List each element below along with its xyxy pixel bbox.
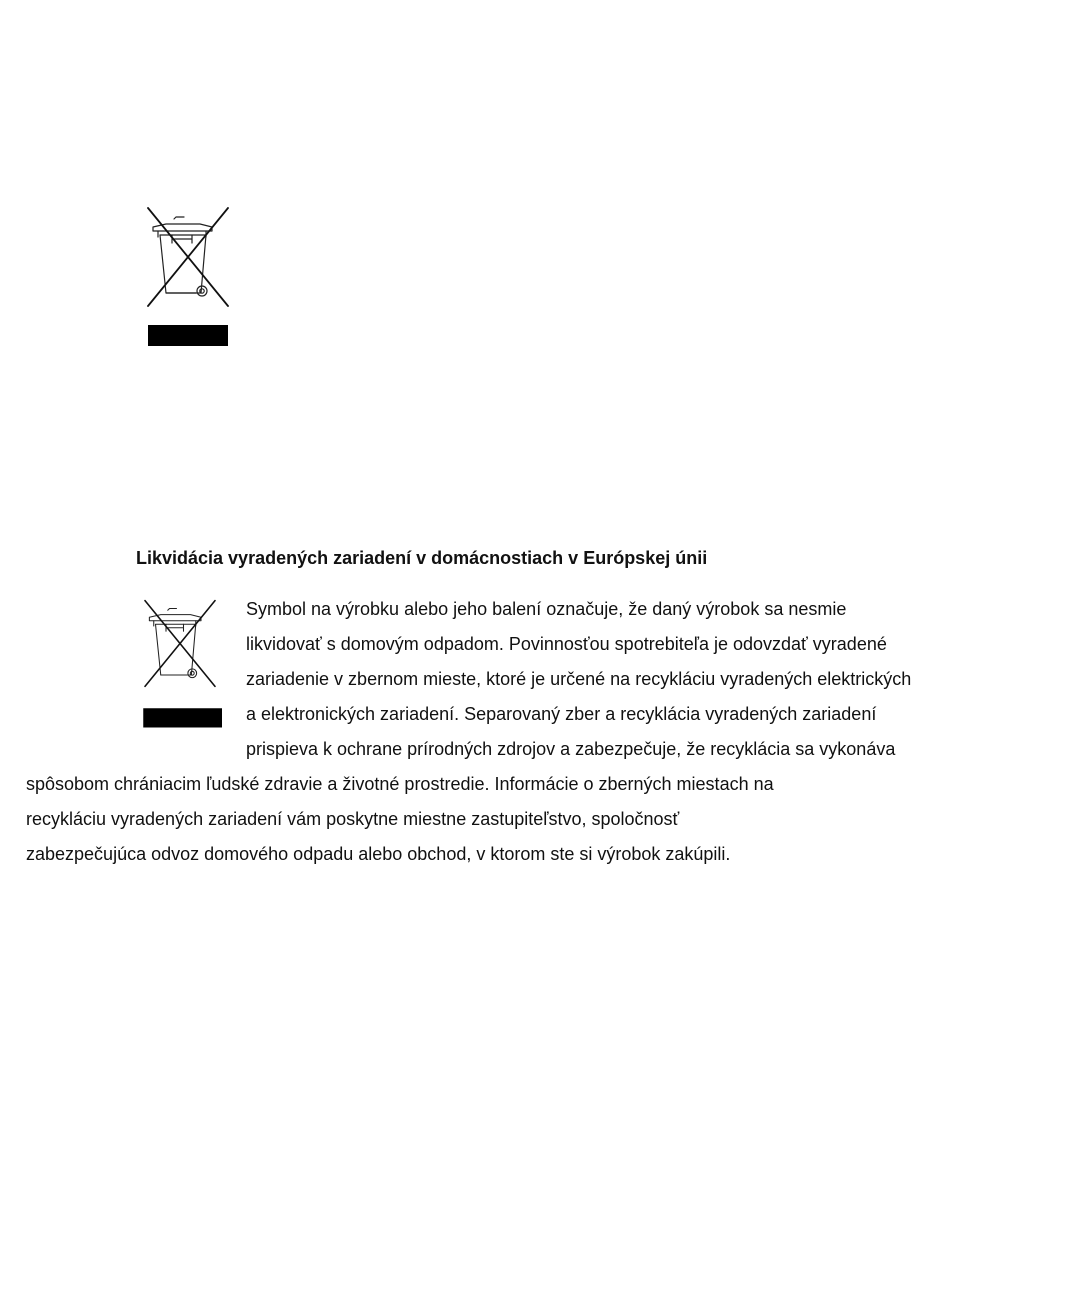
section-body: [26, 592, 1006, 872]
paragraph-line: recykláciu vyradených zariadení vám poskytne miestne zastupiteľstvo, spoločnosť: [26, 809, 680, 829]
paragraph-line: Symbol na výrobku alebo jeho balení označuje, že daný výrobok sa nesmie: [246, 599, 847, 619]
section-paragraph: [26, 592, 1006, 872]
weee-bin-icon: [140, 205, 236, 351]
paragraph-line: a elektronických zariadení. Separovaný zber a recyklácia vyradených zariadení: [246, 704, 877, 724]
paragraph-line: zabezpečujúca odvoz domového odpadu alebo obchod, v ktorom ste si výrobok zakúpili.: [26, 844, 731, 864]
section-heading: Likvidácia vyradených zariadení v domácnostiach v Európskej únii: [136, 548, 708, 568]
paragraph-line: prispieva k ochrane prírodných zdrojov a zabezpečuje, že recyklácia sa vykonáva: [246, 739, 896, 759]
disposal-section: [26, 545, 1006, 872]
paragraph-line: zariadenie v zbernom mieste, ktoré je určené na recykláciu vyradených elektrických: [246, 669, 912, 689]
paragraph-line: likvidovať s domovým odpadom. Povinnosťou spotrebiteľa je odovzdať vyradené: [246, 634, 887, 654]
paragraph-line: spôsobom chrániacim ľudské zdravie a životné prostredie. Informácie o zberných miestach na: [26, 774, 774, 794]
weee-bin-icon-inline: [136, 592, 236, 764]
